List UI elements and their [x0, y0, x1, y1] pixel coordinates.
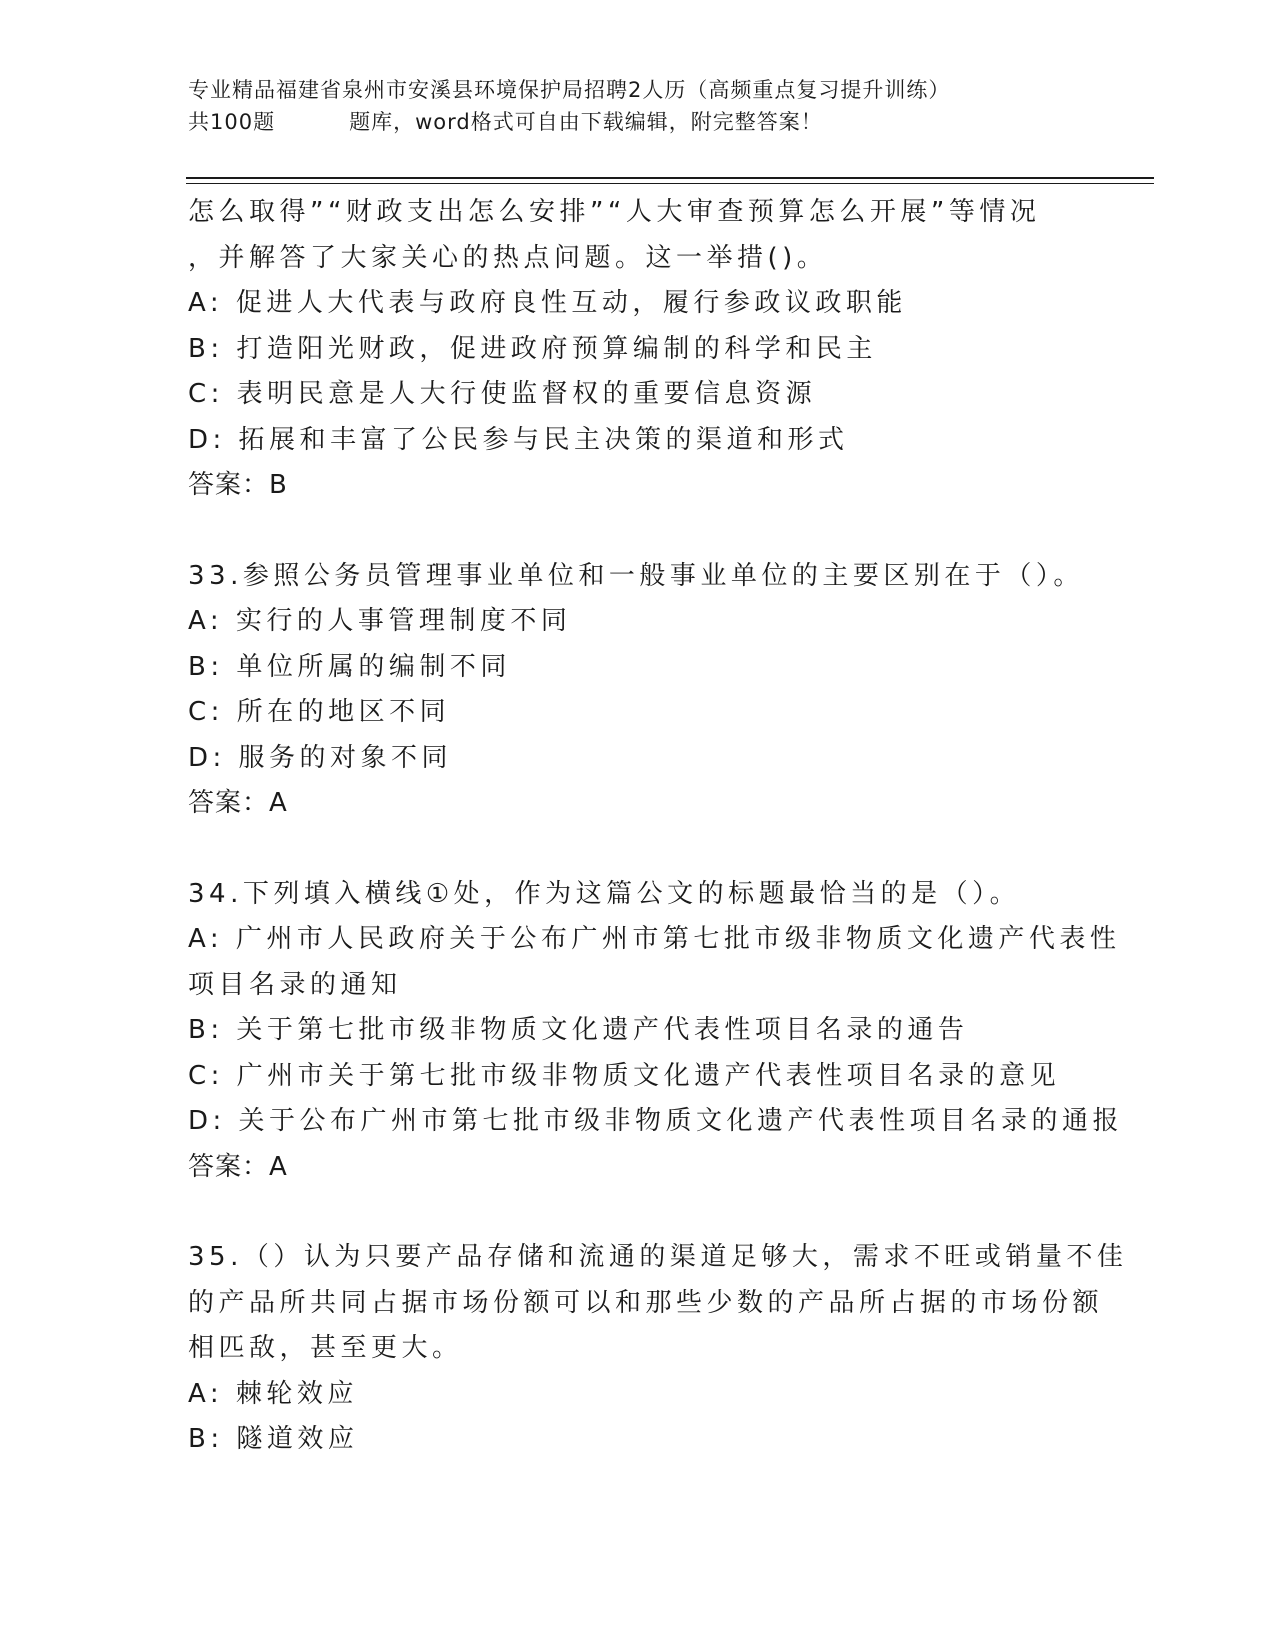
header-rule-thick — [186, 177, 1154, 179]
question-33 — [188, 554, 1088, 827]
option-a: A: 实行的人事管理制度不同 — [188, 606, 572, 636]
option-a: A: 棘轮效应 — [188, 1378, 358, 1409]
option-d: D: 服务的对象不同 — [188, 742, 453, 773]
option-c: C: 所在的地区不同 — [188, 697, 451, 727]
question-stem-line: ，并解答了大家关心的热点问题。这一举措()。 — [188, 242, 828, 273]
answer: 答案：B — [188, 470, 288, 500]
option-b: B: 关于第七批市级非物质文化遗产代表性项目名录的通告 — [188, 1015, 969, 1045]
page-header — [188, 74, 1088, 138]
option-b: B: 打造阳光财政，促进政府预算编制的科学和民主 — [188, 333, 877, 364]
question-35 — [188, 1235, 1128, 1463]
header-rule-thin — [186, 183, 1154, 184]
header-title: 专业精品福建省泉州市安溪县环境保护局招聘2人历（高频重点复习提升训练） — [188, 78, 951, 102]
header-note: 题库，word格式可自由下载编辑，附完整答案！ — [349, 110, 823, 134]
option-b: B: 隧道效应 — [188, 1424, 359, 1454]
option-a: A: 促进人大代表与政府良性互动，履行参政议政职能 — [188, 288, 907, 318]
option-d: D: 关于公布广州市第七批市级非物质文化遗产代表性项目名录的通报 — [188, 1106, 1124, 1136]
header-subtitle — [188, 106, 1088, 138]
document-body — [188, 190, 1128, 1463]
option-b: B: 单位所属的编制不同 — [188, 651, 511, 682]
header-count: 共100题 — [188, 110, 276, 134]
question-stem-line: 怎么取得”“财政支出怎么安排”“人大审查预算怎么开展”等情况 — [188, 197, 1041, 227]
option-c: C: 表明民意是人大行使监督权的重要信息资源 — [188, 379, 817, 409]
option-c: C: 广州市关于第七批市级非物质文化遗产代表性项目名录的意见 — [188, 1060, 1061, 1091]
question-continued — [188, 190, 1088, 509]
question-stem-line: 相匹敌，甚至更大。 — [188, 1333, 463, 1363]
question-stem: 33.参照公务员管理事业单位和一般事业单位的主要区别在于（）。 — [188, 560, 1084, 591]
option-d: D: 拓展和丰富了公民参与民主决策的渠道和形式 — [188, 424, 849, 455]
question-stem-line: 35.（）认为只要产品存储和流通的渠道足够大，需求不旺或销量不佳 — [188, 1242, 1128, 1272]
question-stem: 34.下列填入横线①处，作为这篇公文的标题最恰当的是（）。 — [188, 878, 1021, 909]
option-a-continued: 项目名录的通知 — [188, 969, 402, 1000]
option-a: A: 广州市人民政府关于公布广州市第七批市级非物质文化遗产代表性 — [188, 924, 1121, 954]
question-34 — [188, 872, 1124, 1191]
answer: 答案：A — [188, 788, 288, 818]
question-stem-line: 的产品所共同占据市场份额可以和那些少数的产品所占据的市场份额 — [188, 1287, 1104, 1318]
answer: 答案：A — [188, 1151, 288, 1182]
